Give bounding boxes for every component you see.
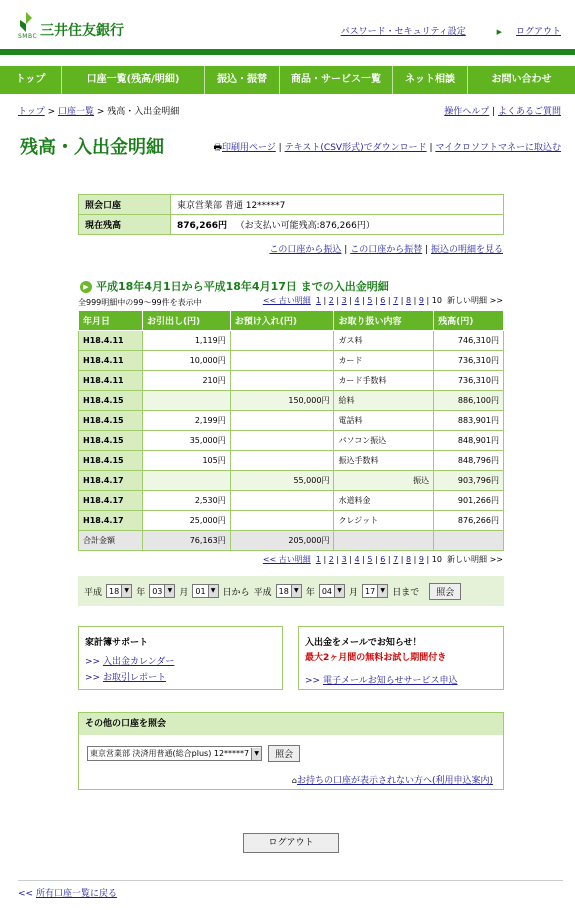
page-link[interactable]: 8: [406, 296, 412, 305]
page-separator: |: [359, 296, 368, 305]
col-description: お取り扱い内容: [334, 311, 434, 331]
year-label: 年: [136, 587, 146, 598]
cell-desc: カード手数料: [334, 371, 434, 391]
other-account-select[interactable]: [87, 746, 262, 761]
available-balance: （お支払い可能残高:876,266円）: [235, 221, 375, 231]
cell-in: [230, 491, 334, 511]
from-day-value: 01: [195, 586, 206, 596]
cell-bal: 876,266円: [434, 511, 504, 531]
help-links: 操作ヘルプ | よくあるご質問: [444, 107, 561, 117]
col-deposit: お預け入れ(円): [230, 311, 334, 331]
page-separator: |: [359, 555, 368, 564]
page-separator: |: [398, 296, 407, 305]
play-arrow-icon: ▶: [80, 281, 92, 293]
cell-desc: パソコン振込: [334, 431, 434, 451]
table-row: [79, 451, 504, 471]
account-value: 東京営業部 普通 12*****7: [171, 195, 504, 215]
cell-date: H18.4.11: [79, 351, 143, 371]
kakeibo-box: [78, 626, 283, 690]
nav-consult[interactable]: ネット相談: [393, 66, 468, 94]
page-separator: |: [385, 555, 394, 564]
cell-date: H18.4.15: [79, 391, 143, 411]
page-link[interactable]: 6: [380, 296, 386, 305]
cell-in: [230, 371, 334, 391]
to-year-select[interactable]: [276, 584, 302, 598]
ms-money-link[interactable]: マイクロソフトマネーに取込む: [435, 143, 561, 153]
mail-notice-box: [298, 626, 504, 690]
arrow-icon: ▶: [496, 28, 502, 36]
breadcrumb-account-list[interactable]: 口座一覧: [58, 107, 95, 117]
cell-in: [230, 411, 334, 431]
page-link[interactable]: 2: [328, 296, 334, 305]
search-button[interactable]: 照会: [429, 583, 461, 600]
cell-desc: クレジット: [334, 511, 434, 531]
cell-in: [230, 431, 334, 451]
table-row: [79, 371, 504, 391]
account-action-links: この口座から振込 | この口座から振替 | 振込の明細を見る: [269, 245, 503, 255]
table-row: [79, 491, 504, 511]
cell-empty: [434, 531, 504, 551]
page-separator: |: [320, 296, 329, 305]
cell-bal: 903,796円: [434, 471, 504, 491]
export-links: 🖶印刷用ページ | テキスト(CSV形式)でダウンロード | マイクロソフトマネーに取込む: [213, 143, 561, 153]
page-separator: |: [333, 296, 342, 305]
page-link[interactable]: 1: [315, 296, 321, 305]
page-separator: |: [320, 555, 329, 564]
era-label: 平成: [253, 587, 272, 598]
transfer-from-account-link[interactable]: この口座から振込: [269, 245, 342, 255]
col-date: 年月日: [79, 311, 143, 331]
total-row: [79, 531, 504, 551]
period-heading: [80, 278, 389, 294]
current-page: 10: [431, 296, 442, 305]
nav-products[interactable]: 商品・サービス一覧: [280, 66, 393, 94]
logout-header-wrap: [483, 27, 561, 37]
page-link[interactable]: 9: [418, 296, 424, 305]
cell-date: H18.4.15: [79, 451, 143, 471]
page-separator: |: [411, 555, 419, 564]
csv-download-link[interactable]: テキスト(CSV形式)でダウンロード: [284, 143, 427, 153]
page-separator: |: [398, 555, 407, 564]
period-title: 平成18年4月1日から平成18年4月17日 までの入出金明細: [96, 280, 389, 293]
older-link[interactable]: << 古い明細: [262, 296, 311, 305]
cell-date: H18.4.17: [79, 511, 143, 531]
transfer-history-link[interactable]: 振込の明細を見る: [430, 245, 503, 255]
to-day-value: 17: [365, 586, 376, 596]
to-month-value: 04: [321, 586, 333, 596]
info-icon: ⌂: [291, 776, 297, 785]
help-link[interactable]: 操作ヘルプ: [444, 107, 490, 117]
page-link[interactable]: 4: [354, 296, 360, 305]
smbc-label: SMBC: [18, 33, 38, 40]
report-link[interactable]: お取引レポート: [102, 673, 166, 683]
cell-total_label: 合計金額: [79, 531, 143, 551]
missing-account-link[interactable]: お持ちの口座が表示されない方へ(利用申込案内): [296, 776, 493, 786]
from-label: 日から: [222, 587, 250, 598]
pager-bottom: [263, 554, 503, 565]
print-page-link[interactable]: 印刷用ページ: [221, 143, 276, 153]
breadcrumb-current: 残高・入出金明細: [107, 107, 180, 117]
page-separator: |: [372, 296, 381, 305]
page-link[interactable]: 3: [341, 296, 347, 305]
cell-bal: 736,310円: [434, 371, 504, 391]
double-chevron-icon: >>: [85, 657, 101, 667]
nav-top[interactable]: トップ: [0, 66, 62, 94]
to-label: 日まで: [392, 587, 420, 598]
breadcrumb: [18, 104, 179, 117]
calendar-link[interactable]: 入出金カレンダー: [102, 657, 175, 667]
to-month-select[interactable]: [319, 584, 345, 598]
cell-desc: 電話料: [334, 411, 434, 431]
password-security-link[interactable]: パスワード・セキュリティ設定: [340, 27, 466, 37]
cell-desc: 水道料金: [334, 491, 434, 511]
month-label: 月: [349, 587, 359, 598]
double-chevron-icon: >>: [85, 673, 101, 683]
mail-promo: 最大2ヶ月間の無料お試し期間付き: [305, 653, 447, 663]
move-from-account-link[interactable]: この口座から振替: [350, 245, 423, 255]
cell-date: H18.4.11: [79, 331, 143, 351]
page-link[interactable]: 7: [393, 296, 399, 305]
header-divider: [0, 49, 575, 55]
cell-desc: ガス料: [334, 331, 434, 351]
other-account-value: 東京営業部 決済用普通(総合plus) 12*****7: [90, 749, 250, 758]
page-link[interactable]: 6: [380, 555, 386, 564]
chevron-down-icon: ▼: [121, 585, 131, 597]
cell-date: H18.4.15: [79, 431, 143, 451]
cell-desc: 振込: [334, 471, 434, 491]
table-header-row: [79, 311, 504, 331]
printer-icon: 🖶: [213, 143, 222, 153]
chevron-down-icon: ▼: [291, 585, 301, 597]
table-row: [79, 351, 504, 371]
page-separator: |: [385, 296, 394, 305]
cell-desc: カード: [334, 351, 434, 371]
other-accounts-box: [78, 712, 504, 790]
double-chevron-left-icon: <<: [18, 889, 34, 899]
page-link[interactable]: 1: [315, 555, 321, 564]
breadcrumb-separator: >: [94, 107, 108, 117]
from-day-select[interactable]: [192, 584, 218, 598]
table-row: [79, 511, 504, 531]
footer-divider: [18, 880, 563, 881]
cell-date: H18.4.17: [79, 471, 143, 491]
cell-in: [230, 331, 334, 351]
table-row: [79, 431, 504, 451]
cell-bal: 848,796円: [434, 451, 504, 471]
cell-date: H18.4.15: [79, 411, 143, 431]
cell-in: [230, 511, 334, 531]
cell-out: 1,119円: [142, 331, 230, 351]
from-month-value: 03: [152, 586, 163, 596]
page-link[interactable]: 9: [418, 555, 424, 564]
double-chevron-icon: >>: [305, 676, 321, 686]
logout-button[interactable]: ログアウト: [243, 833, 339, 853]
page-title: 残高・入出金明細: [20, 137, 164, 158]
nav-contact[interactable]: お問い合わせ: [491, 74, 552, 85]
cell-date: H18.4.11: [79, 371, 143, 391]
to-day-select[interactable]: [362, 584, 388, 598]
page-link[interactable]: 7: [393, 555, 399, 564]
table-row: [79, 331, 504, 351]
month-label: 月: [179, 587, 189, 598]
table-row: [79, 391, 504, 411]
col-withdrawal: お引出し(円): [142, 311, 230, 331]
balance-cell: [171, 215, 504, 235]
page-link[interactable]: 4: [354, 555, 360, 564]
page-link[interactable]: 5: [367, 555, 373, 564]
cell-out: 2,199円: [142, 411, 230, 431]
newer-link: 新しい明細 >>: [447, 555, 503, 564]
cell-date: H18.4.17: [79, 491, 143, 511]
missing-account-note: [292, 773, 493, 786]
cell-out: [142, 471, 230, 491]
bank-name: 三井住友銀行: [40, 23, 124, 39]
from-month-select[interactable]: [149, 584, 175, 598]
cell-in: [230, 451, 334, 471]
mail-signup-link[interactable]: 電子メールお知らせサービス申込: [322, 676, 458, 686]
current-page: 10: [431, 555, 442, 564]
page-link[interactable]: 5: [367, 296, 373, 305]
cell-empty: [334, 531, 434, 551]
chevron-down-icon: ▼: [251, 748, 261, 760]
page-link[interactable]: 8: [406, 555, 412, 564]
nav-accounts[interactable]: 口座一覧(残高/明細): [62, 66, 205, 94]
breadcrumb-top[interactable]: トップ: [18, 107, 45, 117]
chevron-down-icon: ▼: [208, 585, 218, 597]
from-year-value: 18: [109, 586, 120, 596]
page-separator: |: [346, 296, 355, 305]
page-link[interactable]: 2: [328, 555, 334, 564]
back-wrap: [18, 886, 117, 899]
col-balance: 残高(円): [434, 311, 504, 331]
older-link[interactable]: << 古い明細: [262, 555, 311, 564]
cell-out: 210円: [142, 371, 230, 391]
other-search-button[interactable]: 照会: [268, 745, 300, 762]
table-row: [79, 471, 504, 491]
breadcrumb-separator: >: [44, 107, 58, 117]
cell-bal: 746,310円: [434, 331, 504, 351]
faq-link[interactable]: よくあるご質問: [497, 107, 561, 117]
account-info-table: [78, 194, 504, 235]
year-label: 年: [305, 587, 315, 598]
pager-top: [263, 295, 503, 306]
cell-bal: 848,901円: [434, 431, 504, 451]
chevron-down-icon: ▼: [164, 585, 174, 597]
to-year-value: 18: [278, 586, 289, 596]
cell-bal: 886,100円: [434, 391, 504, 411]
cell-out: [142, 391, 230, 411]
era-label: 平成: [84, 587, 103, 598]
cell-total_in: 205,000円: [230, 531, 334, 551]
from-year-select[interactable]: [106, 584, 132, 598]
cell-in: [230, 351, 334, 371]
page-separator: |: [423, 296, 432, 305]
page-link[interactable]: 3: [341, 555, 347, 564]
table-row: [79, 411, 504, 431]
newer-link: 新しい明細 >>: [447, 296, 503, 305]
cell-total_out: 76,163円: [142, 531, 230, 551]
cell-in: 150,000円: [230, 391, 334, 411]
account-label: 照会口座: [79, 195, 171, 215]
page-separator: |: [411, 296, 419, 305]
cell-desc: 給料: [334, 391, 434, 411]
page-separator: |: [372, 555, 381, 564]
date-range-form: [78, 576, 504, 606]
balance-label: 現在残高: [79, 215, 171, 235]
kakeibo-title: 家計簿サポート: [85, 638, 149, 648]
cell-out: 25,000円: [142, 511, 230, 531]
page-separator: |: [333, 555, 342, 564]
chevron-down-icon: ▼: [377, 585, 387, 597]
cell-out: 2,530円: [142, 491, 230, 511]
cell-out: 35,000円: [142, 431, 230, 451]
balance-value: 876,266円: [177, 221, 227, 231]
cell-bal: 736,310円: [434, 351, 504, 371]
nav-transfer[interactable]: 振込・振替: [205, 66, 280, 94]
logout-header-link[interactable]: ログアウト: [515, 27, 561, 37]
showing-count: 全999明細中の99～99件を表示中: [78, 298, 202, 307]
cell-in: 55,000円: [230, 471, 334, 491]
transaction-table: [78, 310, 504, 551]
chevron-down-icon: ▼: [334, 585, 344, 597]
other-accounts-title: その他の口座を照会: [79, 713, 503, 735]
page-separator: |: [346, 555, 355, 564]
cell-out: 105円: [142, 451, 230, 471]
main-nav: [0, 66, 575, 94]
page-separator: |: [423, 555, 432, 564]
cell-bal: 883,901円: [434, 411, 504, 431]
header-links: [327, 24, 561, 37]
back-to-accounts-link[interactable]: 所有口座一覧に戻る: [35, 889, 117, 899]
cell-desc: 振込手数料: [334, 451, 434, 471]
smbc-leaf-logo-icon: [18, 12, 34, 32]
cell-out: 10,000円: [142, 351, 230, 371]
cell-bal: 901,266円: [434, 491, 504, 511]
mail-title: 入出金をメールでお知らせ！: [305, 638, 422, 648]
